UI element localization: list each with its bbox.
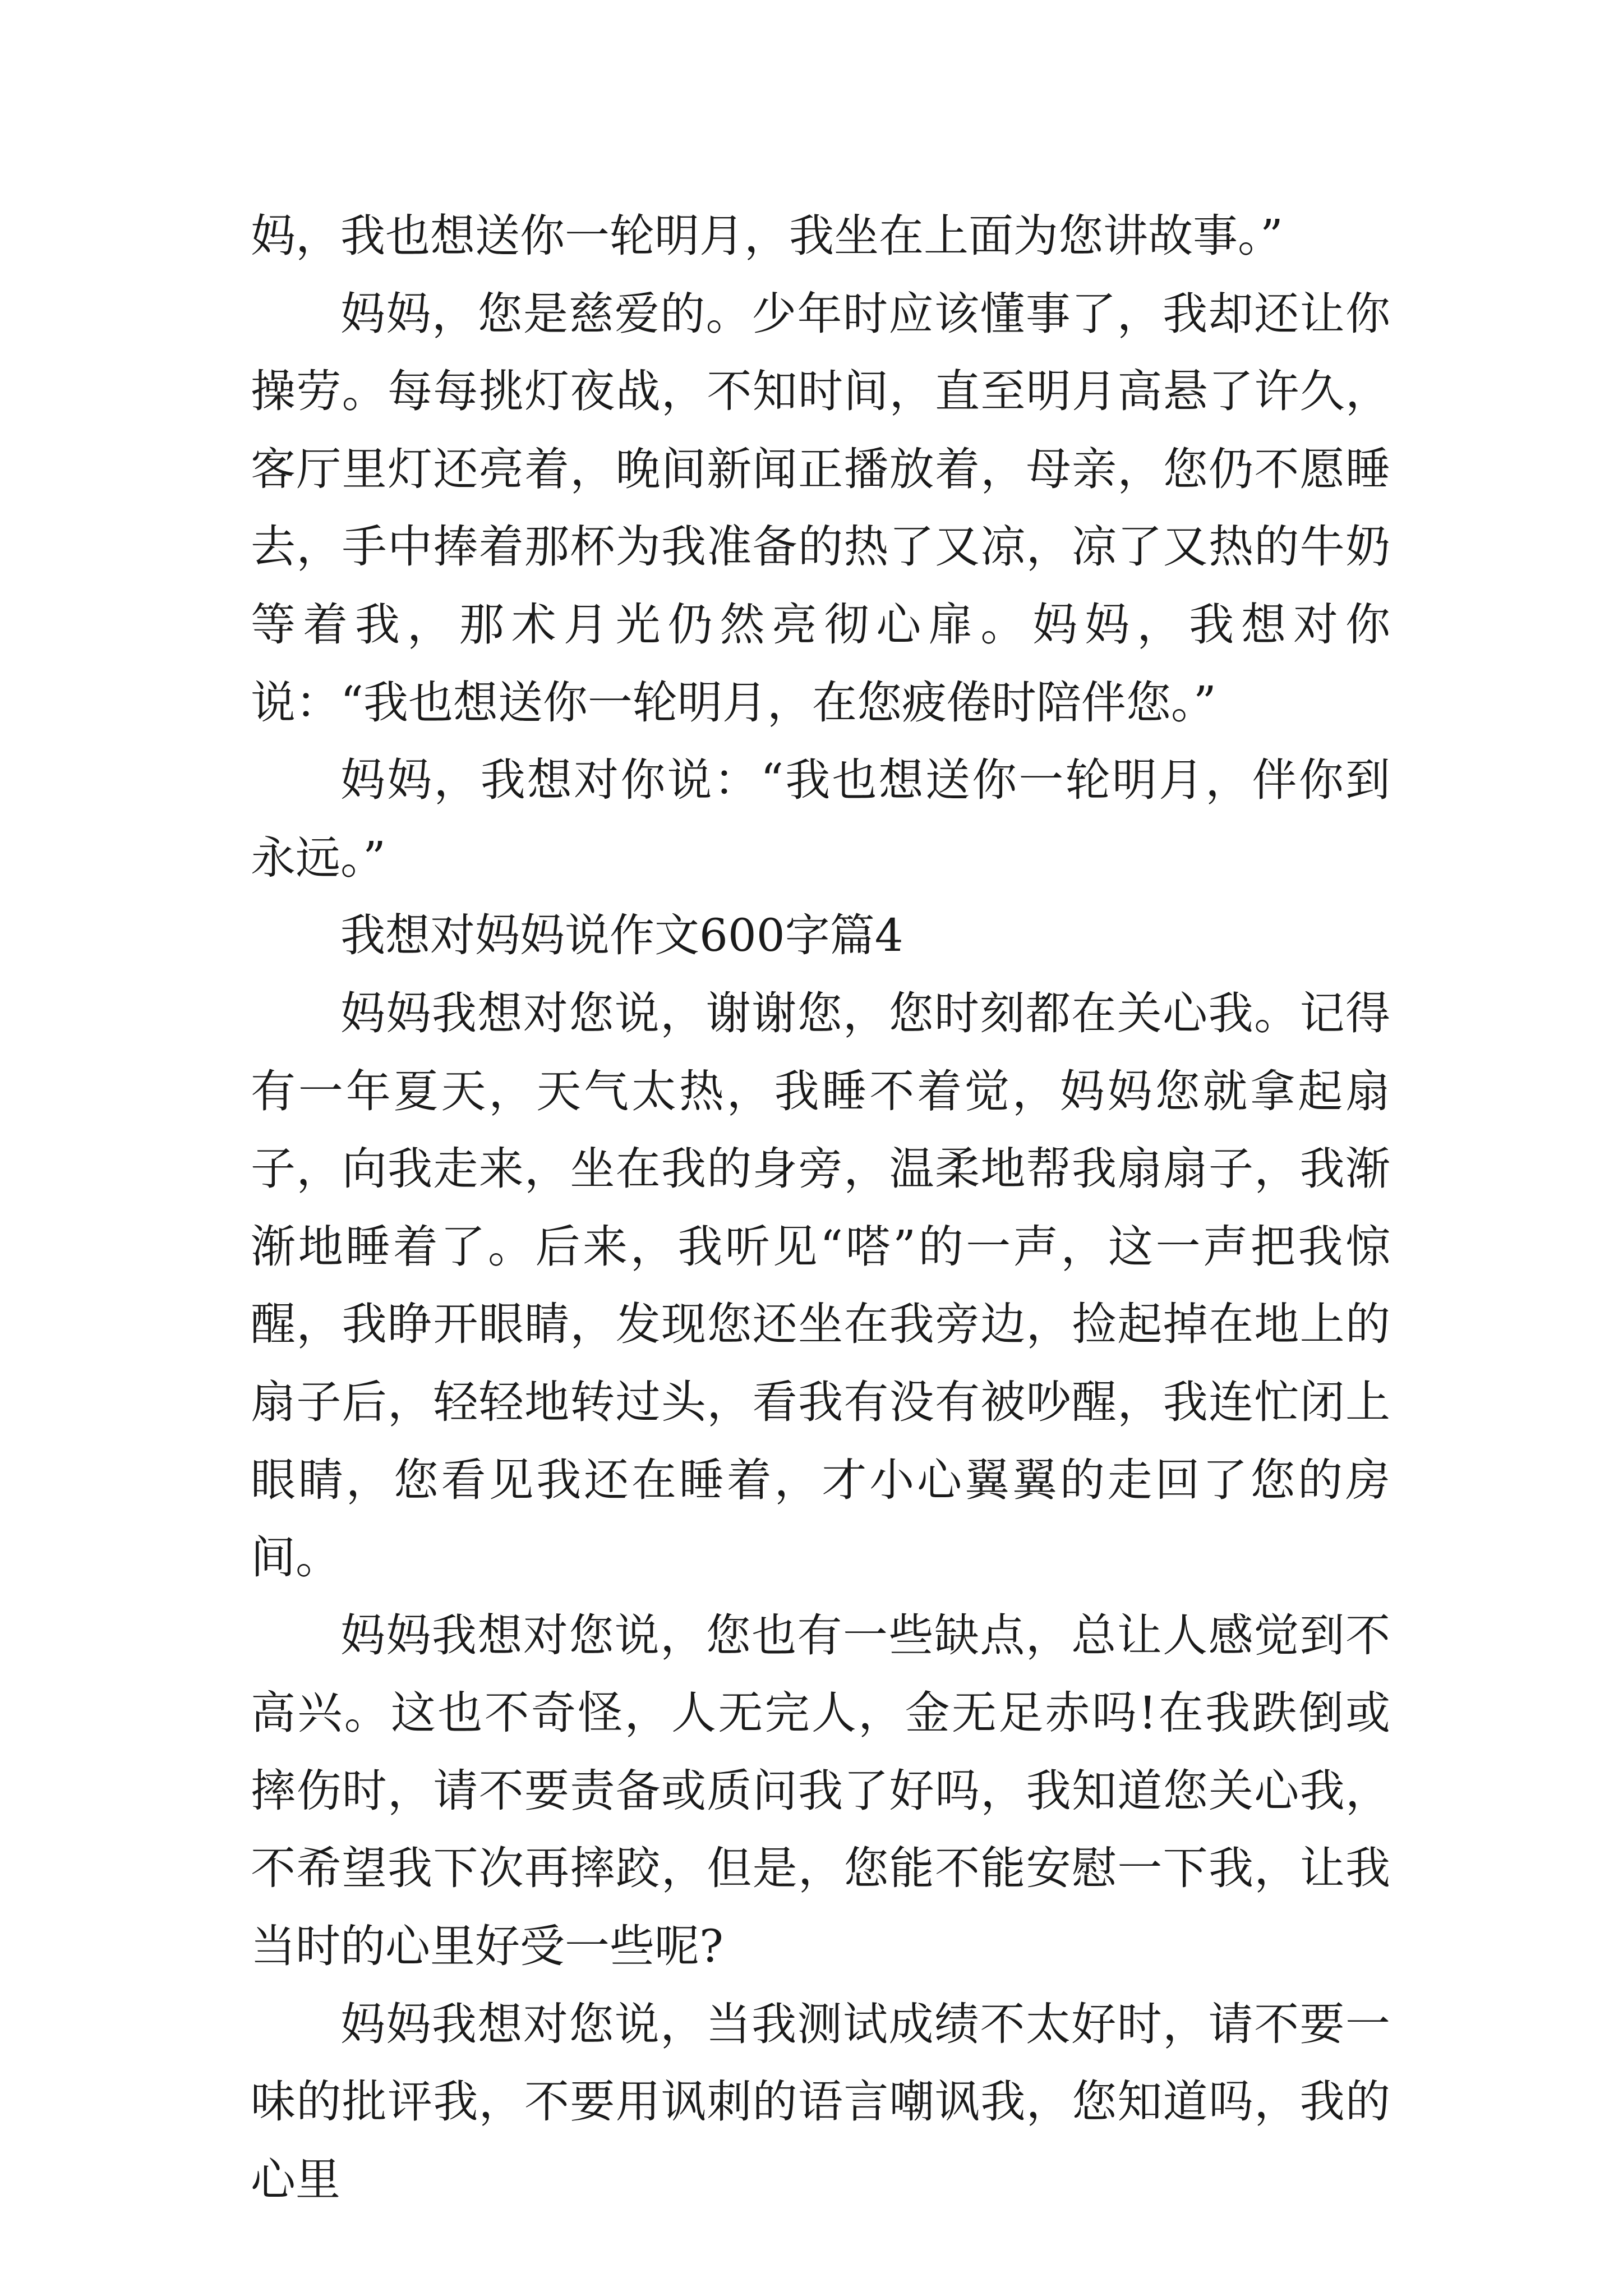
paragraph: 妈妈我想对您说，谢谢您，您时刻都在关心我。记得有一年夏天，天气太热，我睡不着觉，妈妈您就拿起扇子，向我走来，坐在我的身旁，温柔地帮我扇扇子，我渐渐地睡着了。后来，我听见“嗒”的一声，这一声把我惊醒，我睁开眼睛，发现您还坐在我旁边，捡起掉在地上的扇子后，轻轻地转过头，看我有没有被吵醒，我连忙闭上眼睛，您看见我还在睡着，才小心翼翼的走回了您的房间。 xyxy=(251,987,1390,1584)
paragraph: 妈妈我想对您说，当我测试成绩不太好时，请不要一味的批评我，不要用讽刺的语言嘲讽我，您知道吗，我的心里 xyxy=(251,1998,1390,2206)
paragraph-continued: 妈，我也想送你一轮明月，我坐在上面为您讲故事。” xyxy=(251,210,1283,262)
paragraph: 妈妈，您是慈爱的。少年时应该懂事了，我却还让你操劳。每每挑灯夜战，不知时间，直至明月高悬了许久，客厅里灯还亮着，晚间新闻正播放着，母亲，您仍不愿睡去，手中捧着那杯为我准备的热了又凉，凉了又热的牛奶等着我，那术月光仍然亮彻心扉。妈妈，我想对你说：“我也想送你一轮明月，在您疲倦时陪伴您。” xyxy=(251,287,1390,729)
section-heading: 我想对妈妈说作文600字篇4 xyxy=(340,909,903,962)
paragraph: 妈妈我想对您说，您也有一些缺点，总让人感觉到不高兴。这也不奇怪，人无完人，金无足赤吗!在我跌倒或摔伤时，请不要责备或质问我了好吗，我知道您关心我，不希望我下次再摔跤，但是，您能不能安慰一下我，让我当时的心里好受一些呢? xyxy=(251,1609,1390,1973)
document-body xyxy=(251,197,1390,2219)
paragraph: 妈妈，我想对你说：“我也想送你一轮明月，伴你到永远。” xyxy=(251,754,1390,884)
